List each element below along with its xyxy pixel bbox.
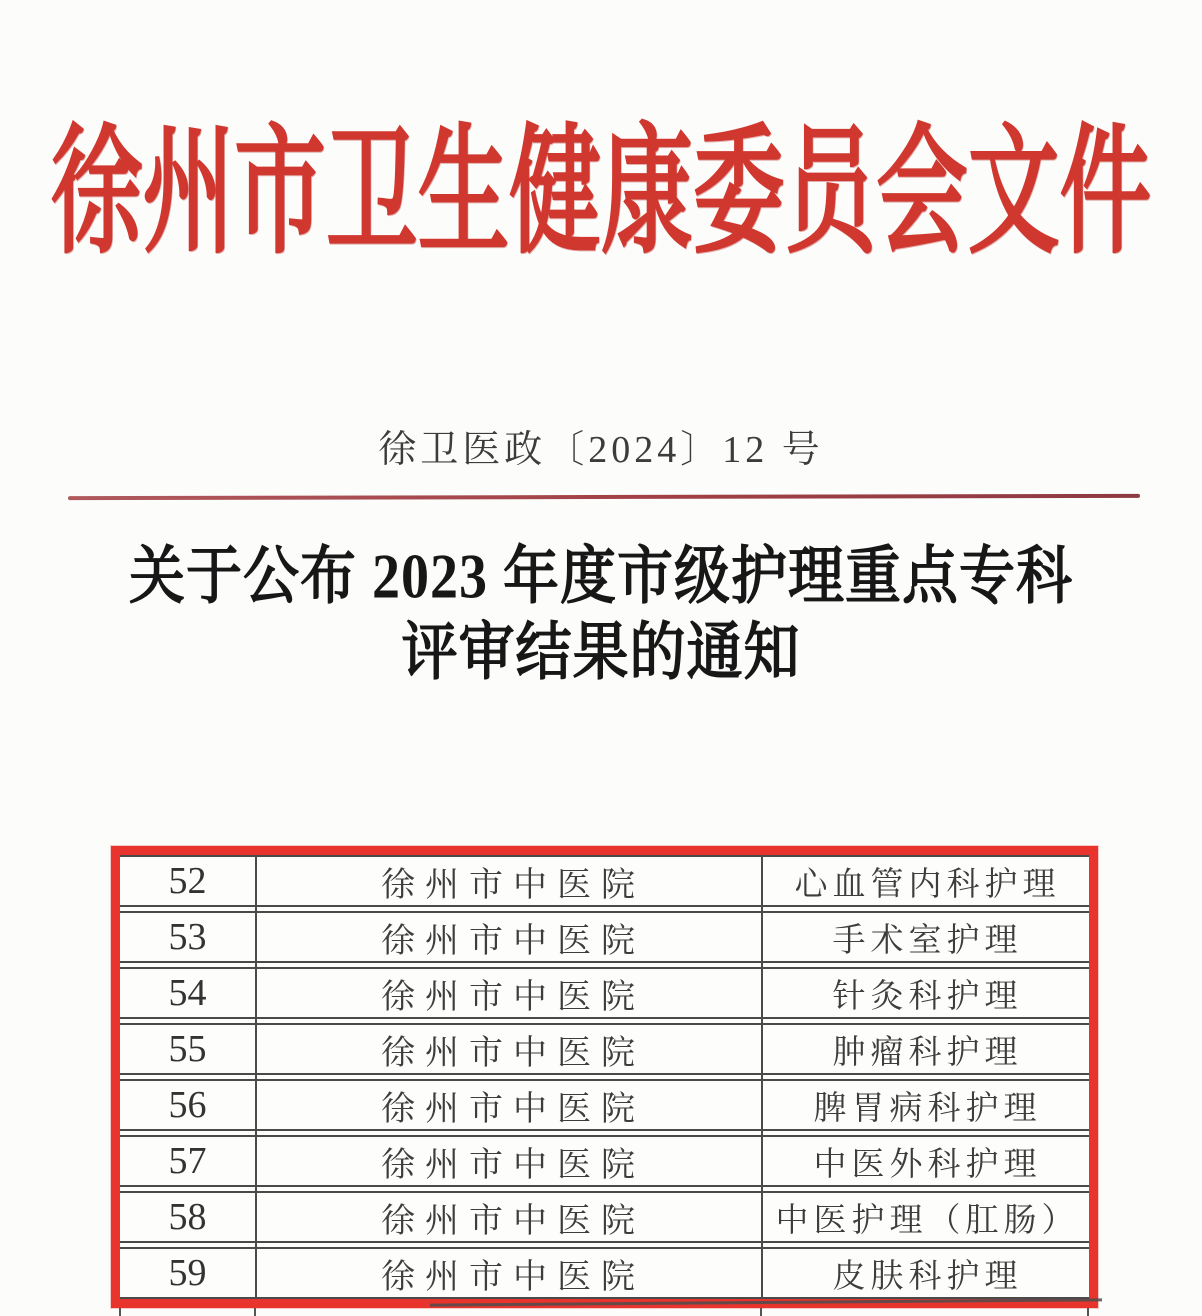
highlighted-results-table <box>111 846 1098 1308</box>
hospital-cell: 徐州市中医院 <box>381 1034 645 1072</box>
table-column-divider <box>255 855 257 1299</box>
row-number-cell: 58 <box>168 1196 207 1238</box>
row-number-cell: 56 <box>168 1084 207 1126</box>
table-row <box>120 1023 1089 1075</box>
hospital-cell: 徐州市中医院 <box>381 1258 645 1296</box>
table-row <box>120 967 1089 1019</box>
table-column-divider <box>761 855 763 1299</box>
row-number-cell: 54 <box>168 972 207 1014</box>
table-row <box>120 855 1089 907</box>
letterhead-title: 徐州市卫生健康委员会文件 <box>50 116 1152 271</box>
specialty-cell: 皮肤科护理 <box>832 1258 1023 1295</box>
row-number-cell: 52 <box>168 860 207 902</box>
hospital-cell: 徐州市中医院 <box>381 1090 645 1128</box>
hospital-cell: 徐州市中医院 <box>381 1146 645 1184</box>
row-number-cell: 59 <box>168 1252 207 1294</box>
specialty-cell: 中医外科护理 <box>813 1146 1042 1183</box>
notice-title <box>0 540 1202 692</box>
specialty-cell: 针灸科护理 <box>832 978 1023 1015</box>
hospital-cell: 徐州市中医院 <box>381 1202 645 1240</box>
row-number-cell: 53 <box>168 916 207 958</box>
table-row <box>120 911 1089 963</box>
red-separator-line <box>68 494 1140 500</box>
specialty-cell: 心血管内科护理 <box>794 866 1061 903</box>
document-number: 徐卫医政〔2024〕12 号 <box>378 429 824 471</box>
specialty-cell: 肿瘤科护理 <box>832 1034 1023 1071</box>
specialty-cell: 脾胃病科护理 <box>813 1090 1042 1127</box>
table-continuation-stub <box>760 1308 762 1316</box>
row-number-cell: 55 <box>168 1028 207 1070</box>
table-row <box>120 1191 1089 1243</box>
table-rows <box>120 855 1089 1299</box>
specialty-cell: 手术室护理 <box>832 922 1023 959</box>
table-continuation-stub <box>1087 1308 1089 1316</box>
row-number-cell: 57 <box>168 1140 207 1182</box>
notice-title-line1: 关于公布 2023 年度市级护理重点专科 <box>129 542 1073 613</box>
notice-title-line2: 评审结果的通知 <box>401 618 801 689</box>
hospital-cell: 徐州市中医院 <box>381 978 645 1016</box>
hospital-cell: 徐州市中医院 <box>381 922 645 960</box>
table-row <box>120 1247 1089 1299</box>
table-row <box>120 1135 1089 1187</box>
table-continuation-stub <box>254 1308 256 1316</box>
table-continuation-stub <box>119 1308 121 1316</box>
hospital-cell: 徐州市中医院 <box>381 866 645 904</box>
table-row <box>120 1079 1089 1131</box>
specialty-cell: 中医护理（肛肠） <box>775 1202 1080 1239</box>
